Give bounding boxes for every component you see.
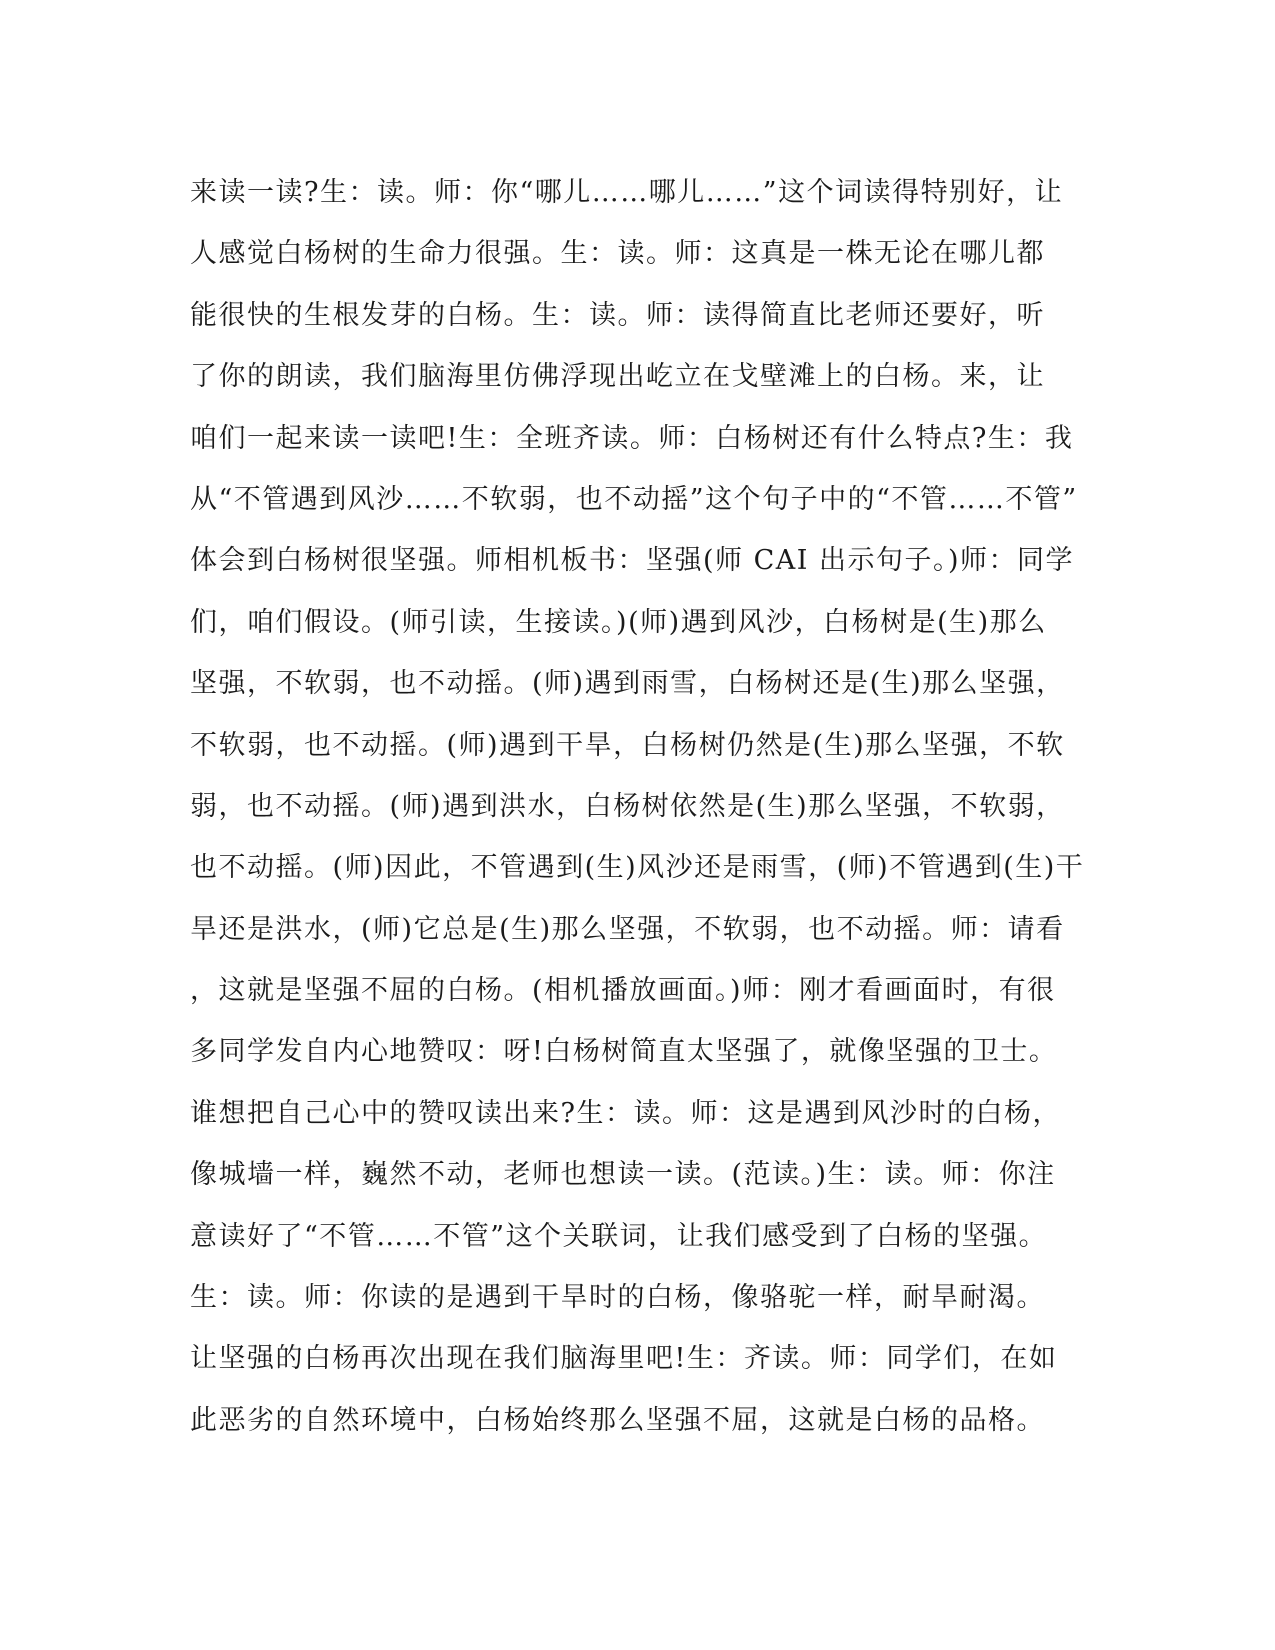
text-line-17: 像城墙一样，巍然不动，老师也想读一读。(范读。)生：读。师：你注 bbox=[190, 1159, 1056, 1191]
text-line-10: 不软弱，也不动摇。(师)遇到干旱，白杨树仍然是(生)那么坚强，不软 bbox=[190, 729, 1065, 761]
text-line-8: 们，咱们假设。(师引读，生接读。)(师)遇到风沙，白杨树是(生)那么 bbox=[190, 606, 1047, 638]
text-line-9: 坚强，不软弱，也不动摇。(师)遇到雨雪，白杨树还是(生)那么坚强， bbox=[190, 668, 1065, 700]
text-line-20: 让坚强的白杨再次出现在我们脑海里吧!生：齐读。师：同学们，在如 bbox=[190, 1343, 1058, 1375]
text-line-14: ，这就是坚强不屈的白杨。(相机播放画面。)师：刚才看画面时，有很 bbox=[190, 975, 1056, 1007]
text-line-21: 此恶劣的自然环境中，白杨始终那么坚强不屈，这就是白杨的品格。 bbox=[190, 1404, 1045, 1436]
text-line-12: 也不动摇。(师)因此，不管遇到(生)风沙还是雨雪，(师)不管遇到(生)干 bbox=[190, 852, 1085, 884]
text-line-18: 意读好了“不管……不管”这个关联词，让我们感受到了白杨的坚强。 bbox=[190, 1220, 1048, 1252]
text-line-7: 体会到白杨树很坚强。师相机板书：坚强(师 CAI 出示句子。)师：同学 bbox=[190, 545, 1075, 577]
text-line-16: 谁想把自己心中的赞叹读出来?生：读。师：这是遇到风沙时的白杨， bbox=[190, 1097, 1061, 1129]
text-line-11: 弱，也不动摇。(师)遇到洪水，白杨树依然是(生)那么坚强，不软弱， bbox=[190, 790, 1065, 822]
text-line-3: 能很快的生根发芽的白杨。生：读。师：读得简直比老师还要好，听 bbox=[190, 299, 1045, 331]
text-line-6: 从“不管遇到风沙……不软弱，也不动摇”这个句子中的“不管……不管” bbox=[190, 483, 1078, 515]
body-text bbox=[190, 162, 1090, 1451]
text-line-1: 来读一读?生：读。师：你“哪儿……哪儿……”这个词读得特别好，让 bbox=[190, 177, 1064, 208]
text-line-13: 旱还是洪水，(师)它总是(生)那么坚强，不软弱，也不动摇。师：请看 bbox=[190, 913, 1065, 945]
text-line-19: 生：读。师：你读的是遇到干旱时的白杨，像骆驼一样，耐旱耐渴。 bbox=[190, 1282, 1045, 1314]
text-line-4: 了你的朗读，我们脑海里仿佛浮现出屹立在戈壁滩上的白杨。来，让 bbox=[190, 361, 1045, 393]
text-line-5: 咱们一起来读一读吧!生：全班齐读。师：白杨树还有什么特点?生：我 bbox=[190, 422, 1074, 454]
text-line-2: 人感觉白杨树的生命力很强。生：读。师：这真是一株无论在哪儿都 bbox=[190, 238, 1045, 270]
text-line-15: 多同学发自内心地赞叹：呀!白杨树简直太坚强了，就像坚强的卫士。 bbox=[190, 1036, 1058, 1068]
